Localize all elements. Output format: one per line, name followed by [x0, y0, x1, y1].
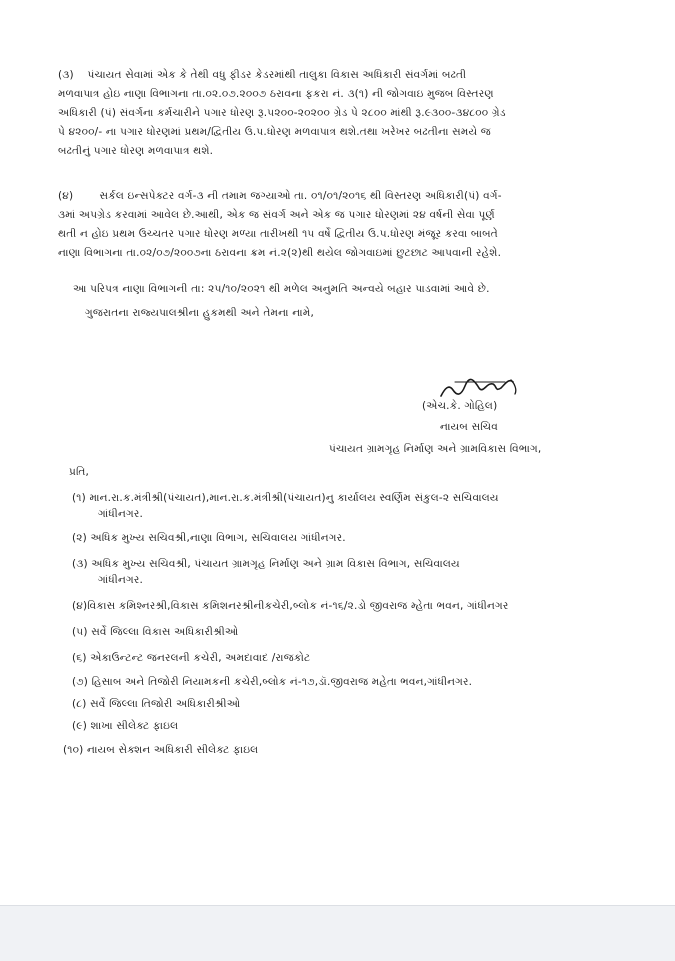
paragraph-4-number: (૪) — [58, 190, 74, 202]
distribution-item-7: (૭) હિસાબ અને તિજોરી નિયામકની કચેરી,બ્લોક નં-૧૭,ડૉ.જીવરાજ મહેતા ભવન,ગાંધીનગર. — [72, 676, 473, 688]
distribution-item-4: (૪)વિકાસ કમિશ્નરશ્રી,વિકાસ કમિશનરશ્રીનીકચેરી,બ્લોક નં-૧૬/૨.ડો જીવરાજ મ્હેતા ભવન, ગાંધીનગર — [72, 600, 509, 612]
distribution-item-10: (૧૦) નાયબ સેક્શન અધિકારી સીલેક્ટ ફાઇલ — [63, 744, 259, 756]
distribution-item-5: (૫) સર્વે જિલ્લા વિકાસ અધિકારીશ્રીઓ — [72, 626, 239, 638]
paragraph-4-line-1: સર્કલ ઇન્સપેક્ટર વર્ગ-૩ ની તમામ જગ્યાઓ તા. ૦૧/૦૧/૨૦૧૬ થી વિસ્તરણ અધિકારી(પં) વર્ગ- — [99, 190, 502, 202]
paragraph-3-line-4: પે ૪૨૦૦/- ના પગાર ધોરણમાં પ્રથમ/દ્વિતીય ઉ.પ.ધોરણ મળવાપાત્ર થશે.તથા ખરેખર બઢતીના સમયે જ — [58, 126, 491, 138]
paragraph-3-line-1: પંચાયત સેવામાં એક કે તેથી વધુ ફીડર કેડરમાંથી તાલુકા વિકાસ અધિકારી સંવર્ગમાં બઢતી — [87, 69, 467, 81]
closing-line-1: આ પરિપત્ર નાણા વિભાગની તા: ૨૫/૧૦/૨૦૨૧ થી મળેલ અનુમતિ અન્વયે બહાર પાડવામાં આવે છે. — [73, 283, 490, 295]
to-label: પ્રતિ, — [69, 466, 90, 478]
paragraph-4-line-2: ૩માં અપગ્રેડ કરવામાં આવેલ છે.આથી, એક જ સંવર્ગ અને એક જ પગાર ધોરણમાં ૨૪ વર્ષની સેવા પૂર્ણ — [58, 209, 495, 221]
distribution-item-8: (૮) સર્વે જિલ્લા તિજોરી અધિકારીશ્રીઓ — [72, 698, 241, 710]
paragraph-4 — [58, 187, 502, 263]
paragraph-3 — [58, 66, 506, 161]
signatory-department: પંચાયત ગ્રામગૃહ નિર્માણ અને ગ્રામવિકાસ વિભાગ, — [329, 443, 542, 455]
closing-line-2: ગુજરાતના રાજ્યપાલશ્રીના હુકમથી અને તેમના નામે, — [85, 307, 314, 319]
signatory-designation: નાયબ સચિવ — [440, 421, 498, 433]
viewer-bottom-bar — [0, 905, 675, 961]
paragraph-3-number: (૩) — [58, 69, 74, 81]
signature-image — [435, 374, 525, 400]
paragraph-3-line-2: મળવાપાત્ર હોઇ નાણા વિભાગના તા.૦૨.૦૭.૨૦૦૭ ઠરાવના ફકરા નં. ૩(૧) ની જોગવાઇ મુજબ વિસ્તરણ — [58, 88, 494, 100]
distribution-item-2: (૨) અધિક મુખ્ય સચિવશ્રી,નાણા વિભાગ, સચિવાલય ગાંધીનગર. — [72, 532, 346, 544]
distribution-item-3: (૩) અધિક મુખ્ય સચિવશ્રી, પંચાયત ગ્રામગૃહ નિર્માણ અને ગ્રામ વિકાસ વિભાગ, સચિવાલય ગાંધીનગર. — [72, 558, 460, 586]
paragraph-4-line-3: થતી ન હોઇ પ્રથમ ઉચ્ચતર પગાર ધોરણ મળ્યા તારીખથી ૧૫ વર્ષે દ્વિતીય ઉ.પ.ધોરણ મંજૂર કરવા બાબતે — [58, 228, 498, 240]
paragraph-4-line-4: નાણા વિભાગના તા.૦૨/૦૭/૨૦૦૭ના ઠરાવના ક્રમ નં.૨(૨)થી થયેલ જોગવાઇમાં છુટછાટ આપવાની રહેશે. — [58, 247, 502, 259]
distribution-item-1: (૧) માન.રા.ક.મંત્રીશ્રી(પંચાયત),માન.રા.ક.મંત્રીશ્રી(પંચાયત)નુ કાર્યાલય સ્વર્ણિમ સંકુલ-૨ સચિવાલય ગાંધીનગર. — [72, 492, 499, 520]
distribution-item-6: (૬) એકાઉન્ટન્ટ જનરલની કચેરી, અમદાવાદ /રાજકોટ — [72, 652, 311, 664]
paragraph-3-line-3: અધિકારી (પં) સંવર્ગના કર્મચારીને પગાર ધોરણ રૂ.૫૨૦૦-૨૦૨૦૦ ગ્રેડ પે ૨૮૦૦ માંથી રૂ.૯૩૦૦-૩૪૮૦૦ ગ્રેડ — [58, 107, 506, 119]
paragraph-3-line-5: બઢતીનું પગાર ધોરણ મળવાપાત્ર થશે. — [58, 145, 214, 157]
signatory-name: (એચ.કે. ગોહિલ) — [422, 400, 498, 412]
distribution-item-9: (૯) શાખા સીલેક્ટ ફાઇલ — [72, 720, 179, 732]
